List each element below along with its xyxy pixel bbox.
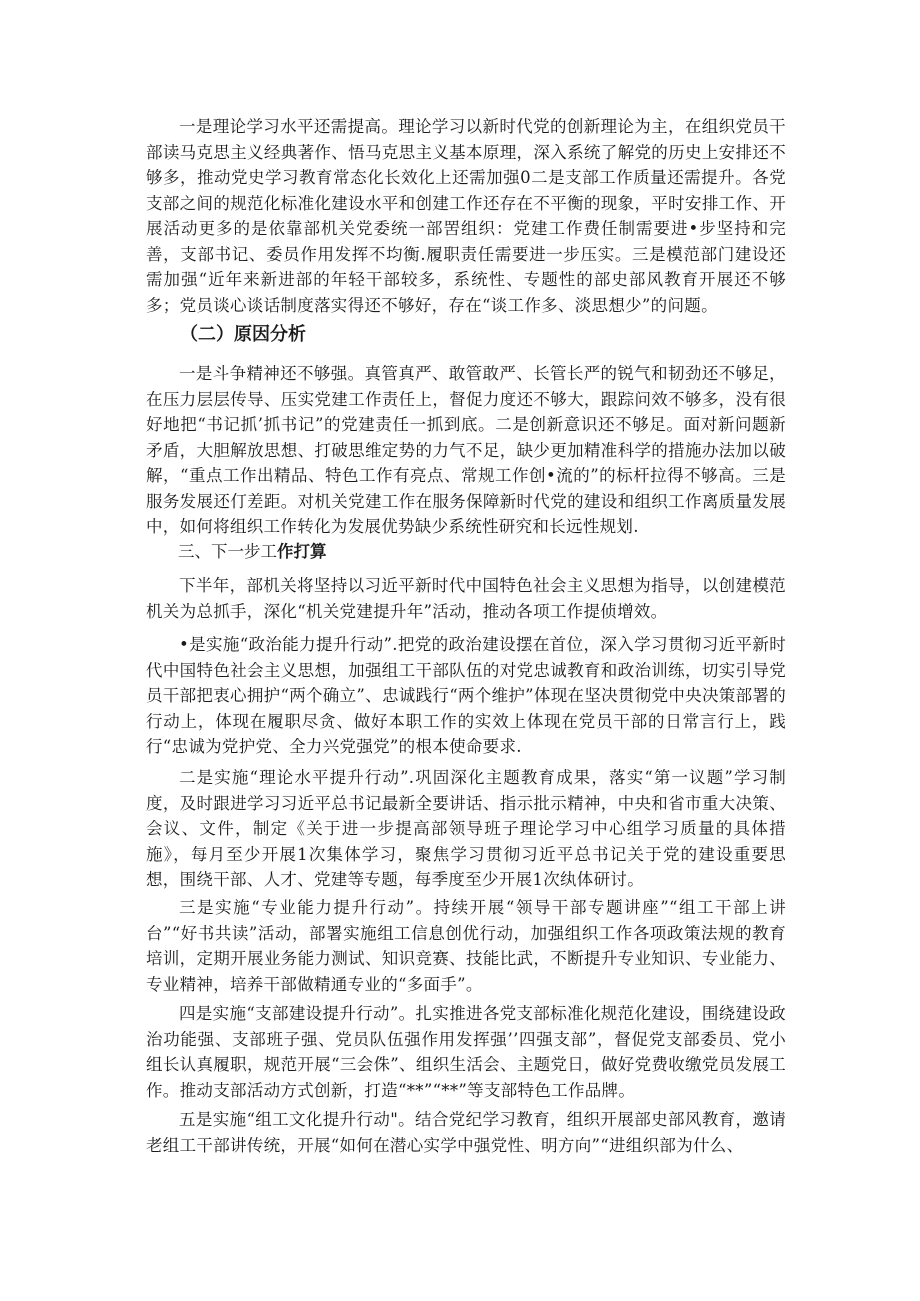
- paragraph-action-branch: 四是实施“支部建设提升行动”。扎实推进各党支部标准化规范化建设，围绕建设政治功能强、支部班子强、党员队伍强作用发挥强’’四强支部”，督促党支部委员、党小组长认真履职，规范开展“三会侏”、组织生活会、主题党日，做好党费收缴党员发展工作。推动支部活动方式创新，打造“**”“**”等支部特色工作品牌。: [146, 1004, 786, 1100]
- section-heading-cause-analysis: （二）原因分析: [180, 324, 306, 345]
- paragraph-cause-analysis: 一是斗争精神还不够强。真管真严、敢管敢严、长管长严的锐气和韧劲还不够足，在压力层层传导、压实党建工作责任上，督促力度还不够大，跟踪问效不够多，没有很好地把“书记抓’抓书记”的党建责任一抓到底。二是创新意识还不够足。面对新问题新矛盾，大胆解放思想、打破思维定势的力气不足，缺少更加精准科学的措施办法加以破解，“重点工作出精品、特色工作有亮点、常规工作创•流的”的标杆拉得不够高。三是服务发展还仃差距。对机关党建工作在服务保障新时代党的建设和组织工作离质量发展中，如何将组织工作转化为发展优势缺少系统性研究和长远性规划.: [146, 364, 786, 536]
- paragraph-action-culture: 五是实施“组工文化提升行动"。结合党纪学习教育，组织开展部史部风教育，邀请老组工干部讲传统，开展“如何在潜心实学中强党性、明方向”“进组织部为什么、: [146, 1110, 786, 1155]
- paragraph-problems: 一是理论学习水平还需提高。理论学习以新时代党的创新理论为主，在组织党员干部读马克思主义经典著作、悟马克思主义基本原理，深入系统了解党的历史上安排还不够多，推动党史学习教育常态化长效化上还需加强0二是支部工作质量还需提升。各党支部之间的规范化标准化建设水平和创建工作还存在不平衡的现象，平时安排工作、开展活动更多的是依靠部机关党委统一部罟组织：党建工作费任制需要进•步坚持和完善，支部书记、委员作用发挥不均衡.履职责任需要进一步压实。三是模范部门建设还需加强“近年来新进部的年轻干部较多，系统性、专题性的部史部风教育开展还不够多；党员谈心谈话制度落实得还不够好，存在“谈工作多、淡思想少”的问题。: [146, 117, 786, 315]
- section-heading-next-steps-plain: 三、下一步工: [178, 542, 277, 561]
- paragraph-action-political: •是实施“政治能力提升行动”.把党的政治建设摆在首位，深入学习贯彻习近平新时代中国特色社会主义思想，加强组工干部队伍的对党忠诚教育和政治训练，切实引导党员干部把衷心拥护“两个确立”、忠诚践行“两个维护”体现在坚决贯彻党中央决策部署的行动上，体现在履职尽贪、做好本职工作的实效上体现在党员干部的日常言行上，践行“忠诚为党护党、全力兴党强党”的根本使命要求.: [146, 635, 786, 756]
- paragraph-next-steps-intro: 下半年，部机关将坚持以习近平新时代中国特色社会主义思想为指导，以创建模范机关为总抓手，深化“机关党建提升年”活动，推动各项工作提侦增效。: [146, 576, 786, 621]
- paragraph-action-professional: 三是实施“专业能力提升行动”。持续开展“领导干部专题讲座”“组工干部上讲台”“好书共读”活动，部署实施组工信息创优行动，加强组织工作各项政策法规的教育培训，定期开展业务能力测试、知识竞赛、技能比武，不断提升专业知识、专业能力、专业精神，培养干部做精通专业的“多面手”。: [146, 898, 786, 994]
- paragraph-action-theory: 二是实施“理论水平提升行动”.巩固深化主题教育成果，落实“第一议题”学习制度，及时跟进学习习近平总书记最新全要讲话、指示批示精神，中央和省市重大决策、会议、文件，制定《关于进一步提高部领导班子理论学习中心组学习质量的具体措施》，每月至少开展1次集体学习，聚焦学习贯彻习近平总书记关于党的建设重要思想，围绕干部、人才、党建等专题，每季度至少开展1次纨体研讨。: [146, 768, 786, 889]
- section-heading-next-steps: [178, 539, 327, 565]
- section-heading-next-steps-bold: 作打算: [277, 542, 327, 561]
